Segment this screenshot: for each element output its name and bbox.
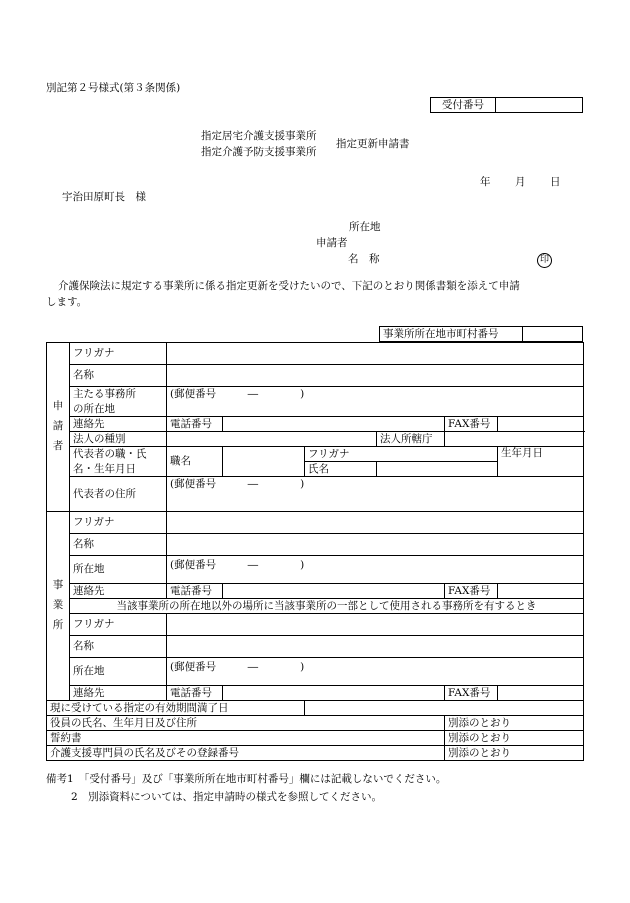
- officers-value: 別添のとおり: [445, 716, 584, 731]
- rep-furigana-label: フリガナ: [305, 447, 498, 462]
- applicant-contact-label: 連絡先: [70, 417, 167, 432]
- title-suffix: 指定更新申請書: [336, 138, 410, 150]
- application-table: [46, 342, 584, 761]
- corp-authority-field[interactable]: [445, 432, 584, 447]
- office-location-postal[interactable]: (郵便番号 ― ): [167, 556, 584, 584]
- section-applicant: 申 請 者: [47, 343, 70, 512]
- applicant-fax-label: FAX番号: [445, 417, 498, 432]
- corp-type-field[interactable]: [167, 432, 377, 447]
- care-managers-label: 介護支援専門員の氏名及びその登録番号: [47, 746, 445, 761]
- position-label: 職名: [167, 447, 223, 477]
- office-furigana-label: フリガナ: [70, 512, 167, 534]
- seal-mark: 印: [537, 253, 552, 268]
- main-office-label-2: の所在地: [70, 402, 167, 417]
- corp-type-label: 法人の種別: [70, 432, 167, 447]
- form-label: 別記第２号様式(第３条関係): [46, 82, 181, 94]
- branch-location-postal[interactable]: (郵便番号 ― ): [167, 658, 584, 686]
- receipt-number-box: [430, 97, 583, 113]
- corp-authority-label: 法人所轄庁: [377, 432, 445, 447]
- title-line2: 指定介護予防支援事業所: [201, 146, 317, 158]
- office-phone-label: 電話番号: [167, 584, 223, 599]
- office-name-label: 名称: [70, 534, 167, 556]
- rep-address-field[interactable]: [167, 492, 584, 512]
- office-furigana-field[interactable]: [167, 512, 584, 534]
- applicant-furigana-label: フリガナ: [70, 343, 167, 365]
- rep-address-postal[interactable]: (郵便番号 ― ): [167, 477, 584, 492]
- applicant-phone-field[interactable]: [223, 417, 445, 432]
- office-phone-field[interactable]: [223, 584, 445, 599]
- representative-label-2: 名・生年月日: [70, 462, 167, 477]
- title-line1: 指定居宅介護支援事業所: [201, 130, 317, 142]
- branch-furigana-label: フリガナ: [70, 614, 167, 636]
- applicant-name-label: 名称: [70, 365, 167, 387]
- applicant-furigana-field[interactable]: [167, 343, 584, 365]
- validity-end-label: 現に受けている指定の有効期間満了日: [47, 701, 305, 716]
- full-name-field[interactable]: [377, 462, 498, 477]
- rep-address-label: 代表者の住所: [70, 477, 167, 512]
- office-fax-field[interactable]: [498, 584, 584, 599]
- branch-phone-label: 電話番号: [167, 686, 223, 701]
- office-contact-label: 連絡先: [70, 584, 167, 599]
- date-month: 月: [515, 176, 526, 188]
- officers-label: 役員の氏名、生年月日及び住所: [47, 716, 445, 731]
- pledge-value: 別添のとおり: [445, 731, 584, 746]
- branch-location-label: 所在地: [70, 658, 167, 686]
- validity-end-field[interactable]: [305, 701, 584, 716]
- municipality-code-box: [379, 326, 583, 342]
- full-name-label: 氏名: [305, 462, 377, 477]
- body-text-line1: 介護保険法に規定する事業所に係る指定更新を受けたいので、下記のとおり関係書類を添えて申請: [58, 280, 520, 292]
- body-text-line2: します。: [46, 296, 88, 308]
- municipality-code-label: 事業所所在地市町村番号: [380, 327, 523, 342]
- main-office-label-1: 主たる事務所: [70, 387, 167, 402]
- applicant-name-field[interactable]: [167, 365, 584, 387]
- municipality-code-field[interactable]: [523, 327, 583, 342]
- applicant-phone-label: 電話番号: [167, 417, 223, 432]
- applicant-name-label: 名 称: [348, 253, 380, 265]
- branch-furigana-field[interactable]: [167, 614, 584, 636]
- other-office-note: 当該事業所の所在地以外の場所に当該事業所の一部として使用される事務所を有するとき: [70, 599, 584, 614]
- branch-phone-field[interactable]: [223, 686, 445, 701]
- pledge-label: 誓約書: [47, 731, 445, 746]
- date-day: 日: [550, 176, 561, 188]
- applicant-fax-field[interactable]: [498, 417, 584, 432]
- representative-label-1: 代表者の職・氏: [70, 447, 167, 462]
- receipt-number-label: 受付番号: [431, 98, 496, 113]
- branch-name-field[interactable]: [167, 636, 584, 658]
- care-managers-value: 別添のとおり: [445, 746, 584, 761]
- addressee: 宇治田原町長 様: [62, 191, 146, 203]
- branch-name-label: 名称: [70, 636, 167, 658]
- applicant-location-label: 所在地: [349, 221, 381, 233]
- main-office-postal[interactable]: (郵便番号 ― ): [167, 387, 584, 402]
- birthdate-label: 生年月日: [498, 447, 584, 477]
- note-1: 備考1 「受付番号」及び「事業所所在地市町村番号」欄には記載しないでください。: [46, 773, 447, 785]
- office-name-field[interactable]: [167, 534, 584, 556]
- branch-fax-label: FAX番号: [445, 686, 498, 701]
- main-office-address-field[interactable]: [167, 402, 584, 417]
- branch-fax-field[interactable]: [498, 686, 584, 701]
- date-year: 年: [480, 176, 491, 188]
- note-2: 2 別添資料については、指定申請時の様式を参照してください。: [71, 791, 382, 803]
- section-office: 事 業 所: [47, 512, 70, 701]
- applicant-label: 申請者: [316, 237, 348, 249]
- office-location-label: 所在地: [70, 556, 167, 584]
- position-field[interactable]: [223, 447, 305, 477]
- receipt-number-field[interactable]: [496, 98, 583, 113]
- branch-contact-label: 連絡先: [70, 686, 167, 701]
- office-fax-label: FAX番号: [445, 584, 498, 599]
